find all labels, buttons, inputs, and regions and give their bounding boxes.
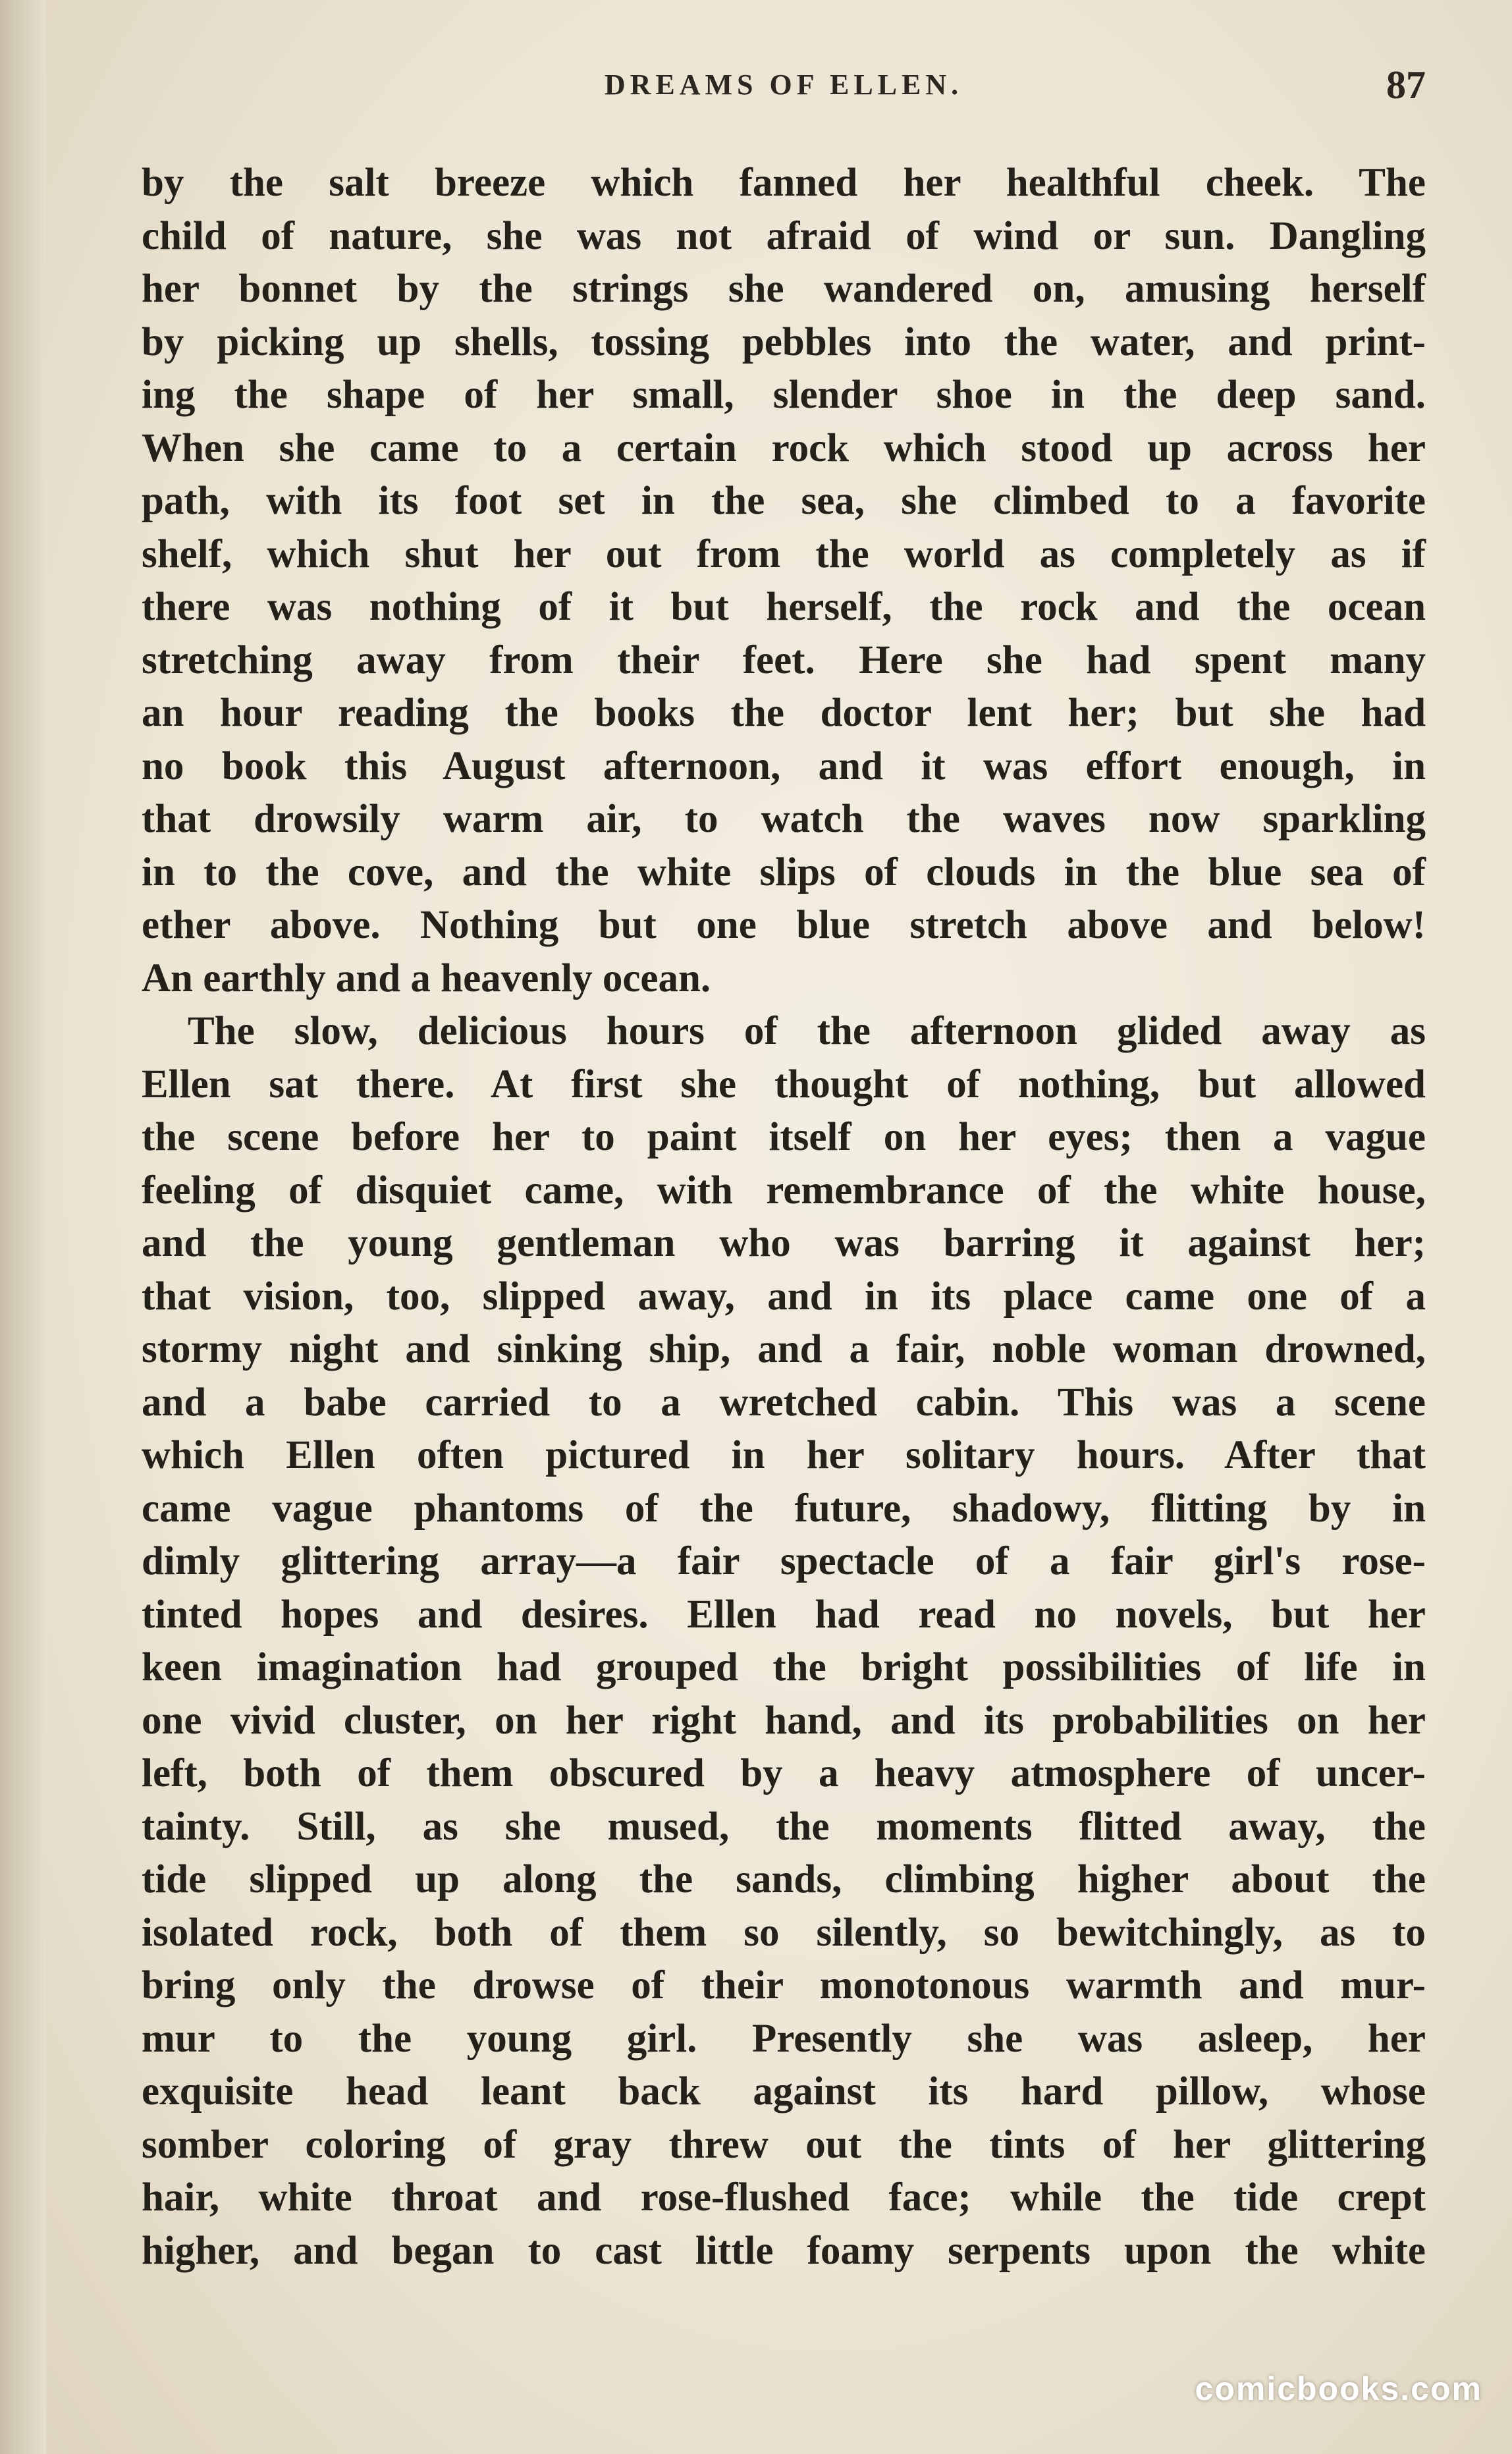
text-line: shelf, which shut her out from the world as completely as if — [142, 532, 1426, 576]
text-line: no book this August afternoon, and it was effort enough, in — [142, 744, 1426, 788]
text-line: isolated rock, both of them so silently, so bewitchingly, as to — [142, 1910, 1426, 1955]
text-line: tide slipped up along the sands, climbing higher about the — [142, 1857, 1426, 1901]
text-line: keen imagination had grouped the bright possibilities of life in — [142, 1645, 1426, 1689]
text-line: ing the shape of her small, slender shoe in the deep sand. — [142, 373, 1426, 417]
text-line: bring only the drowse of their monotonous warmth and mur- — [142, 1963, 1426, 2007]
text-line: the scene before her to paint itself on her eyes; then a vague — [142, 1115, 1426, 1159]
text-line: came vague phantoms of the future, shadowy, flitting by in — [142, 1486, 1426, 1531]
running-head — [142, 63, 1426, 115]
body-text — [142, 157, 1426, 2277]
text-line: When she came to a certain rock which stood up across her — [142, 425, 1426, 470]
text-line: stretching away from their feet. Here she had spent many — [142, 638, 1426, 682]
paragraph-start-line: The slow, delicious hours of the afternoon glided away as — [188, 1009, 1426, 1053]
page-number: 87 — [1386, 63, 1426, 107]
text-line: left, both of them obscured by a heavy atmosphere of uncer- — [142, 1751, 1426, 1795]
text-line: there was nothing of it but herself, the rock and the ocean — [142, 585, 1426, 629]
text-line: hair, white throat and rose-flushed face; while the tide crept — [142, 2175, 1426, 2220]
page-gutter-shadow — [0, 0, 46, 2454]
text-line: that vision, too, slipped away, and in its place came one of a — [142, 1274, 1426, 1319]
text-line: an hour reading the books the doctor lent her; but she had — [142, 691, 1426, 735]
text-line: in to the cove, and the white slips of clouds in the blue sea of — [142, 850, 1426, 894]
text-line: Ellen sat there. At first she thought of nothing, but allowed — [142, 1062, 1426, 1106]
text-line: which Ellen often pictured in her solitary hours. After that — [142, 1433, 1426, 1477]
text-line: exquisite head leant back against its hard pillow, whose — [142, 2069, 1426, 2113]
text-line: by the salt breeze which fanned her healthful cheek. The — [142, 161, 1426, 205]
paragraph-end-line: An earthly and a heavenly ocean. — [142, 956, 711, 1000]
text-line: child of nature, she was not afraid of wind or sun. Dangling — [142, 213, 1426, 258]
text-line: tinted hopes and desires. Ellen had read no novels, but her — [142, 1592, 1426, 1637]
text-line: her bonnet by the strings she wandered on, amusing herself — [142, 267, 1426, 311]
text-line: tainty. Still, as she mused, the moments flitted away, the — [142, 1804, 1426, 1849]
text-line: and the young gentleman who was barring it against her; — [142, 1221, 1426, 1265]
text-line: dimly glittering array—a fair spectacle of a fair girl's rose- — [142, 1539, 1426, 1583]
text-line: stormy night and sinking ship, and a fair, noble woman drowned, — [142, 1327, 1426, 1371]
site-watermark: comicbooks.com — [1195, 2370, 1482, 2407]
text-line: path, with its foot set in the sea, she climbed to a favorite — [142, 479, 1426, 523]
text-line: that drowsily warm air, to watch the waves now sparkling — [142, 797, 1426, 841]
text-line: one vivid cluster, on her right hand, and its probabilities on her — [142, 1698, 1426, 1743]
text-line: mur to the young girl. Presently she was asleep, her — [142, 2016, 1426, 2061]
running-title: DREAMS OF ELLEN. — [604, 68, 963, 101]
text-line: and a babe carried to a wretched cabin. This was a scene — [142, 1380, 1426, 1425]
text-line: higher, and began to cast little foamy serpents upon the white — [142, 2228, 1426, 2273]
text-line: by picking up shells, tossing pebbles into the water, and print- — [142, 319, 1426, 364]
text-line: feeling of disquiet came, with remembrance of the white house, — [142, 1168, 1426, 1213]
text-line: ether above. Nothing but one blue stretch above and below! — [142, 903, 1426, 947]
text-line: somber coloring of gray threw out the tints of her glittering — [142, 2122, 1426, 2167]
